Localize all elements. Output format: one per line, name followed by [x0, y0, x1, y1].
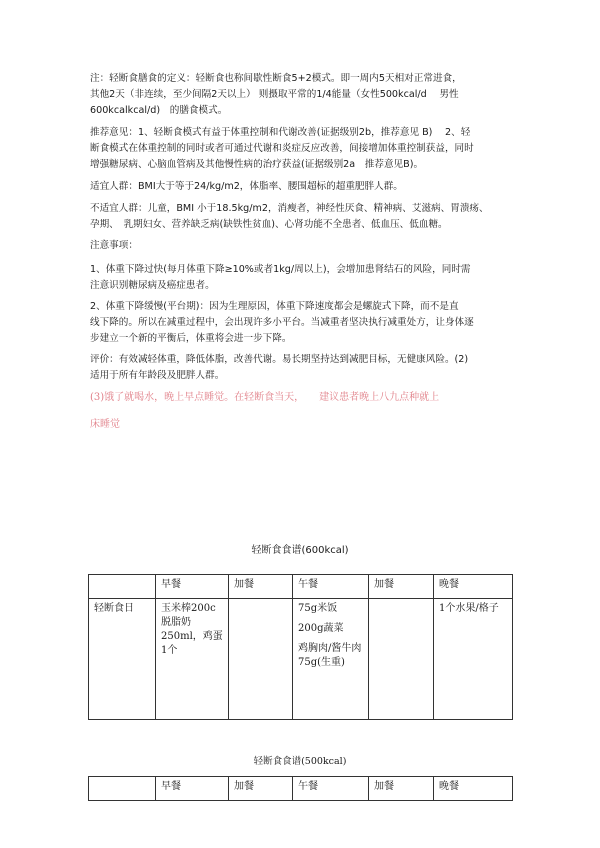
text-line: 1、体重下降过快(每月体重下降≥10%或者1kg/周以上)，会增加患肾结石的风险，同时需: [90, 264, 471, 275]
precaution-1-paragraph: [90, 262, 515, 294]
text-line: 孕期、 乳期妇女、营养缺乏病(缺铁性贫血)、心肾功能不全患者、低血压、低血糖。: [90, 219, 448, 230]
lunch-item: 鸡胸肉/酱牛肉75g(生重): [298, 643, 362, 668]
text-line: 评价：有效减轻体重，降低体脂，改善代谢。易长期坚持达到减肥目标，无健康风险。(2): [90, 354, 469, 365]
table-header-cell: [89, 575, 156, 599]
evaluation-paragraph: [90, 352, 515, 384]
table-header-cell: 午餐: [293, 575, 369, 599]
table-header-row: [89, 575, 513, 599]
text-line: 注意事项：: [90, 240, 138, 251]
text-line: 600kcalkcal/d) 的膳食模式。: [90, 105, 228, 116]
text-line: 增强糖尿病、心脑血管病及其他慢性病的治疗获益(证据级别2a 推荐意见B)。: [90, 159, 424, 170]
precautions-heading: [90, 238, 515, 254]
dinner-cell: 1个水果/格子: [434, 599, 513, 720]
text-line: 步建立一个新的平衡后，体重将会进一步下降。: [90, 333, 292, 344]
text-line: 适宜人群：BMI大于等于24/kg/m2，体脂率、腰围超标的超重肥胖人群。: [90, 181, 403, 192]
table-header-cell: 晚餐: [434, 777, 513, 801]
breakfast-cell: 玉米棒200c脱脂奶250ml，鸡蛋1个: [156, 599, 229, 720]
text-line: 线下降的。所以在减重过程中，会出现许多小平台。当减重者坚决执行减重处方，让身体逐: [90, 317, 474, 328]
snack-cell: [229, 599, 293, 720]
lunch-item: 75g米饭: [298, 603, 338, 614]
unsuitable-population-paragraph: [90, 201, 515, 233]
table-header-cell: 晚餐: [434, 575, 513, 599]
lunch-item: 200g蔬菜: [298, 623, 344, 634]
row-label-cell: 轻断食日: [89, 599, 156, 720]
lunch-cell: [293, 599, 369, 720]
text-line: 推荐意见：1、轻断食模式有益于体重控制和代谢改善(证据级别2b，推荐意见 B) 2、轻: [90, 127, 471, 138]
text-line: 断食模式在体重控制的同时或者可通过代谢和炎症反应改善，间接增加体重控制获益，同时: [90, 143, 474, 154]
table-header-row: [89, 777, 513, 801]
text-line: 其他2天（非连续，至少间隔2天以上） 则摄取平常的1/4能量（女性500kcal/d 男性: [90, 89, 459, 100]
table-header-cell: [89, 777, 156, 801]
text-line: (3)饿了就喝水，晚上早点睡觉。在轻断食当天， 建议患者晚上八九点种就上: [90, 392, 440, 403]
text-line: 适用于所有年龄段及肥胖人群。: [90, 370, 225, 381]
menu-500-title: 轻断食食谱(500kcal): [253, 756, 347, 767]
table-header-cell: 早餐: [156, 575, 229, 599]
menu-500-table: [88, 776, 513, 801]
sleep-advice-note: [90, 384, 515, 438]
text-line: 不适宜人群：儿童，BMI 小于18.5kg/m2，消瘦者，神经性厌食、精神病、艾滋病、胃溃疡、: [90, 203, 489, 214]
recommendation-paragraph: [90, 125, 515, 173]
snack-cell: [369, 599, 434, 720]
table-row: [89, 599, 513, 720]
text-line: 注：轻断食膳食的定义：轻断食也称间歇性断食5+2模式。即一周内5天相对正常进食，: [90, 73, 462, 84]
table-header-cell: 午餐: [293, 777, 369, 801]
definition-paragraph: [90, 71, 515, 119]
text-line: 2、体重下降缓慢(平台期)：因为生理原因，体重下降速度都会是螺旋式下降，而不是直: [90, 301, 459, 312]
menu-600-table: [88, 574, 513, 720]
suitable-population-paragraph: [90, 179, 515, 195]
table-header-cell: 加餐: [229, 777, 293, 801]
precaution-2-paragraph: [90, 299, 515, 347]
text-line: 床睡觉: [90, 419, 120, 430]
table-header-cell: 早餐: [156, 777, 229, 801]
menu-600-title: 轻断食食谱(600kcal): [251, 545, 349, 556]
table-header-cell: 加餐: [369, 777, 434, 801]
table-header-cell: 加餐: [369, 575, 434, 599]
table-header-cell: 加餐: [229, 575, 293, 599]
text-line: 注意识别糖尿病及癌症患者。: [90, 280, 215, 291]
